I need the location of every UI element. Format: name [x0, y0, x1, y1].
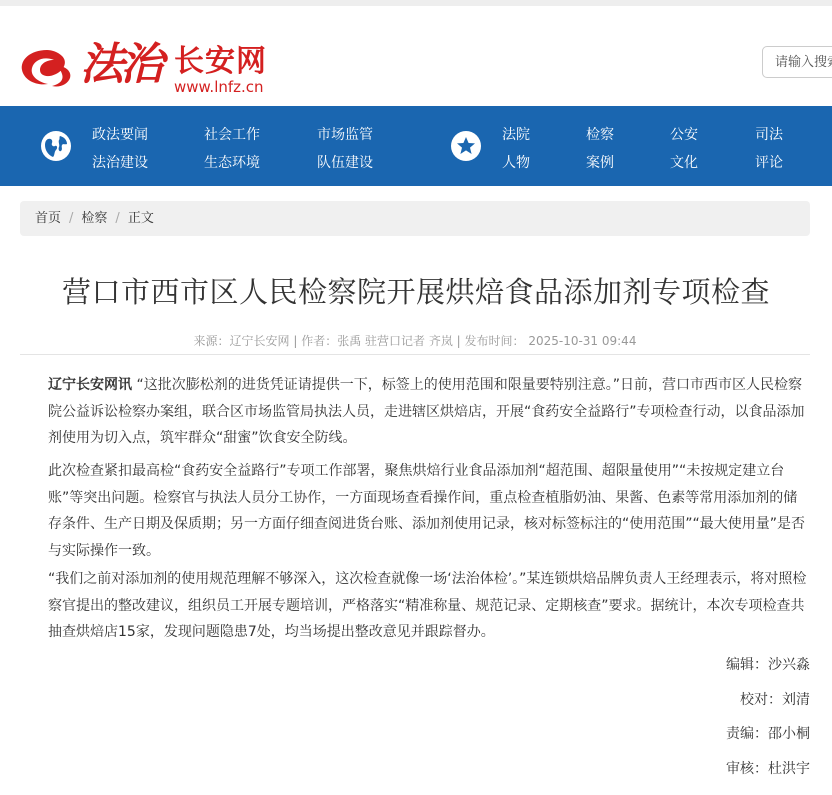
article-title: 营口市西市区人民检察院开展烘焙食品添加剂专项检查: [61, 275, 770, 309]
nav-item-rule-of-law[interactable]: 法治建设: [92, 155, 148, 171]
nav-item-team-building[interactable]: 队伍建设: [317, 155, 373, 171]
divider: [20, 354, 810, 355]
search-input[interactable]: [762, 46, 832, 78]
article-paragraph-1-text: “这批次膨松剂的进货凭证请提供一下，标签上的使用范围和限量要特别注意。”日前，营口市西市区人民检察院公益诉讼检察办案组，联合区市场监管局执法人员，走进辖区烘焙店，开展“食药安全益路行”专项检查行动，以食品添加剂使用为切入点，筑牢群众“甜蜜”饮食安全防线。: [48, 377, 805, 446]
nav-item-court[interactable]: 法院: [502, 127, 530, 143]
logo-site-name: 长安网: [174, 44, 267, 79]
breadcrumb-separator: /: [69, 211, 74, 226]
site-header: [0, 6, 832, 106]
article-paragraph-2: 此次检查紧扣最高检“食药安全益路行”专项工作部署，聚焦烘焙行业食品添加剂“超范围、超限量使用”“未按规定建立台账”等突出问题。检察官与执法人员分工协作，一方面现场查看操作间，重点检查植脂奶油、果酱、色素等常用添加剂的储存条件、生产日期及保质期；另一方面仔细查阅进货台账、添加剂使用记录，核对标签标注的“使用范围”“最大使用量”是否与实际操作一致。: [48, 463, 806, 559]
breadcrumb-current: 正文: [127, 211, 154, 226]
credit-reviewer: 审核：杜洪宇: [726, 761, 810, 777]
credit-duty-editor: 责编：邵小桐: [726, 726, 810, 742]
nav-item-justice[interactable]: 司法: [755, 127, 783, 143]
logo-swirl-icon: [18, 46, 76, 90]
article-paragraph-3: “我们之前对添加剂的使用规范理解不够深入，这次检查就像一场‘法治体检’。”某连锁烘焙品牌负责人王经理表示，将对照检察官提出的整改建议，组织员工开展专题培训，严格落实“精准称量、规范记录、定期核查”要求。据统计，本次专项检查共抽查烘焙店15家，发现问题隐患7处，均当场提出整改意见并跟踪督办。: [48, 571, 807, 640]
globe-icon: [40, 130, 72, 162]
nav-item-people[interactable]: 人物: [502, 155, 530, 171]
nav-item-police[interactable]: 公安: [670, 127, 698, 143]
breadcrumb-home[interactable]: 首页: [35, 211, 62, 226]
breadcrumb: [20, 201, 810, 236]
main-nav: [0, 106, 832, 186]
police-badge-icon: [450, 130, 482, 162]
nav-item-politics-news[interactable]: 政法要闻: [92, 127, 148, 143]
breadcrumb-separator: /: [115, 211, 120, 226]
article-paragraph-1: [48, 372, 810, 452]
site-logo[interactable]: [18, 24, 278, 104]
nav-item-ecology[interactable]: 生态环境: [204, 155, 260, 171]
credit-proofreader: 校对：刘清: [740, 692, 810, 708]
nav-item-market-supervision[interactable]: 市场监管: [317, 127, 373, 143]
breadcrumb-procuratorate[interactable]: 检察: [81, 211, 108, 226]
logo-calligraphy: 法治: [80, 39, 160, 90]
article-meta: 来源：辽宁长安网 | 作者：张禹 驻营口记者 齐岚 | 发布时间： 2025-10-31 09:44: [193, 334, 637, 348]
credit-editor: 编辑：沙兴淼: [726, 657, 810, 673]
logo-url: www.lnfz.cn: [174, 78, 264, 96]
nav-item-commentary[interactable]: 评论: [755, 155, 783, 171]
nav-item-procuratorate[interactable]: 检察: [586, 127, 614, 143]
nav-item-cases[interactable]: 案例: [586, 155, 614, 171]
article-lead: 辽宁长安网讯: [48, 377, 132, 393]
nav-item-culture[interactable]: 文化: [670, 155, 698, 171]
nav-item-social-work[interactable]: 社会工作: [204, 127, 260, 143]
